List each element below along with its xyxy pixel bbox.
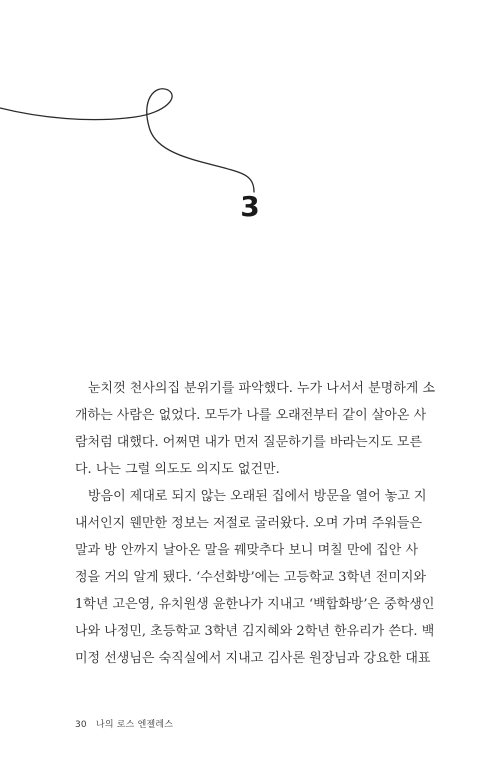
text-line: 개하는 사람은 없었다. 모두가 나를 오래전부터 같이 살아온 사 (75, 408, 427, 423)
text-line: 미정 선생님은 숙직실에서 지내고 김사론 원장님과 강요한 대표 (75, 651, 431, 666)
text-line: 나와 나정민, 초등학교 3학년 김지혜와 2학년 한유리가 쓴다. 백 (75, 624, 435, 639)
text-line: 방음이 제대로 되지 않는 오래된 집에서 방문을 열어 놓고 지 (88, 489, 427, 504)
paragraph-1 (75, 375, 436, 483)
page-number: 30 (75, 720, 87, 730)
chapter-number: 3 (240, 190, 260, 223)
paragraph-2 (75, 483, 435, 672)
text-line: 정을 거의 알게 됐다. ‘수선화방’에는 고등학교 3학년 전미지와 (75, 570, 426, 585)
text-line: 다. 나는 그럴 의도도 의지도 없건만. (75, 462, 280, 477)
text-line: 내서인지 웬만한 정보는 저절로 굴러왔다. 오며 가며 주워들은 (75, 516, 423, 531)
page-footer (75, 717, 173, 730)
text-line: 1학년 고은영, 유치원생 윤한나가 지내고 ‘백합화방’은 중학생인 (75, 597, 435, 612)
curl-line-ornament (0, 0, 500, 200)
text-line: 눈치껏 천사의집 분위기를 파악했다. 누가 나서서 분명하게 소 (88, 381, 436, 396)
text-line: 말과 방 안까지 날아온 말을 꿰맞추다 보니 며칠 만에 집안 사 (75, 543, 418, 558)
text-line: 람처럼 대했다. 어쩌면 내가 먼저 질문하기를 바라는지도 모른 (75, 435, 423, 450)
book-title: 나의 로스 엔젤레스 (95, 720, 174, 730)
body-text (75, 375, 436, 672)
